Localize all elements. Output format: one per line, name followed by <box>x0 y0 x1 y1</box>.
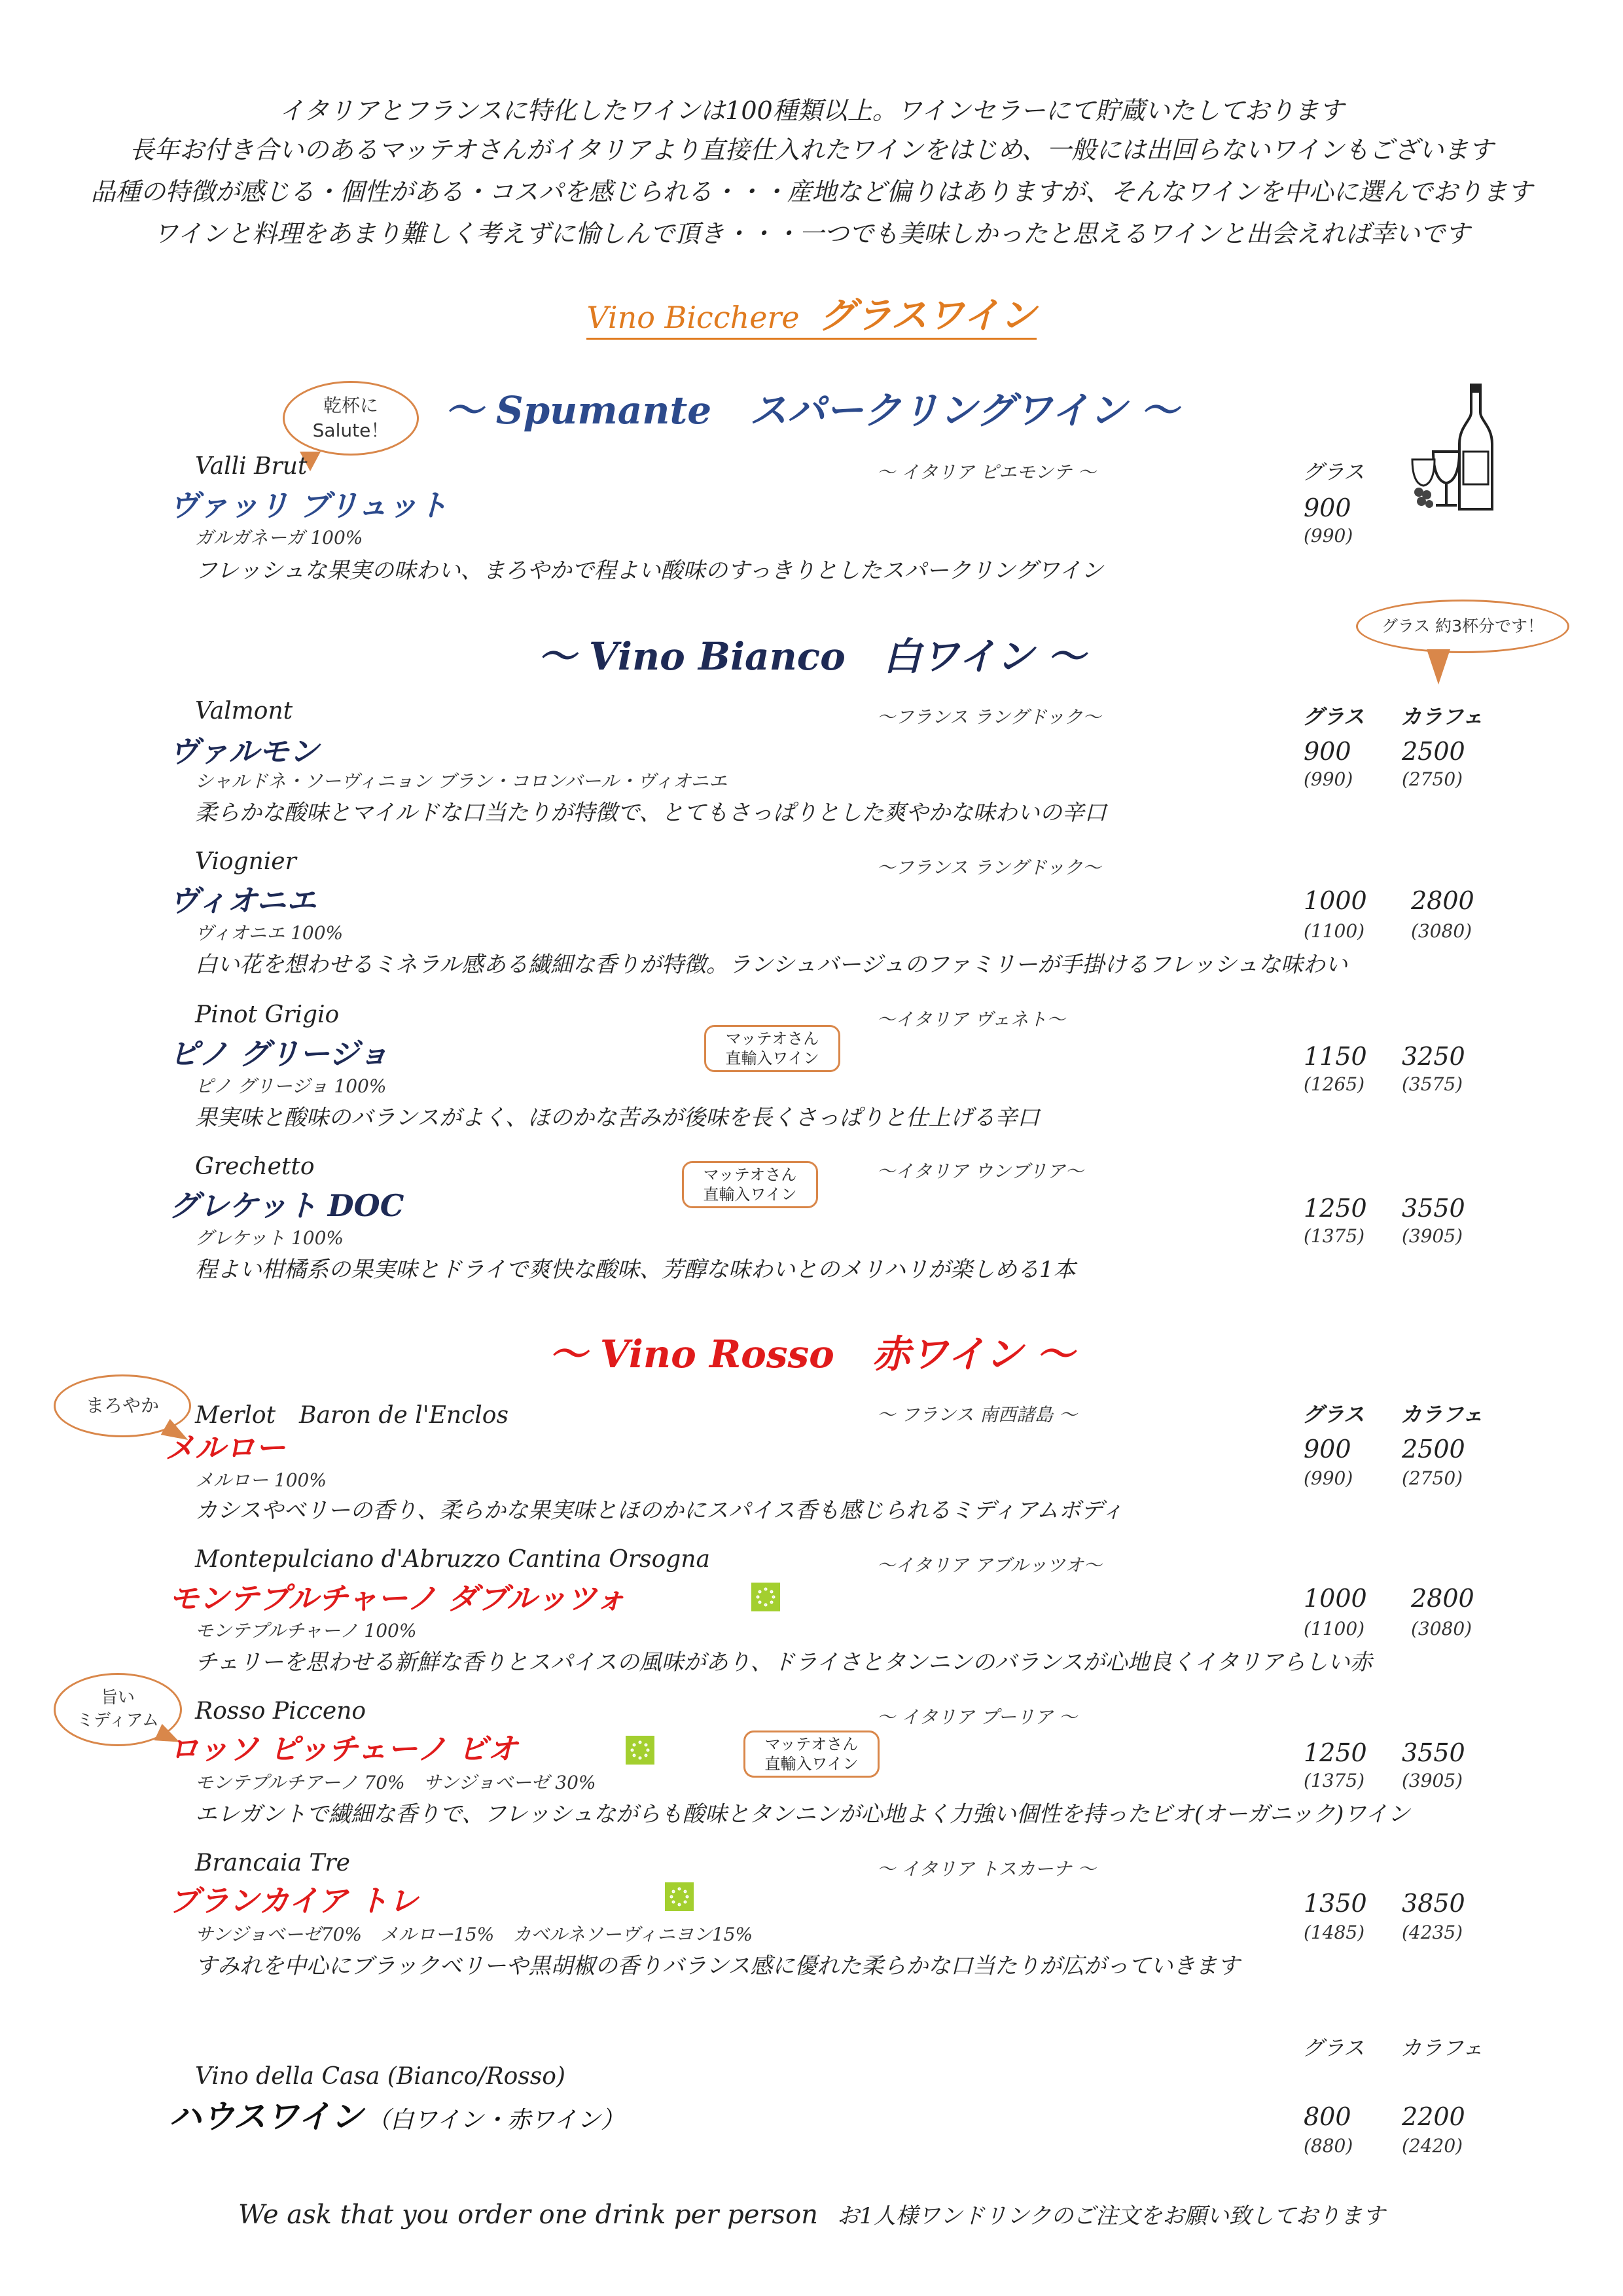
wine-pinot-en: Pinot Grigio <box>195 1001 340 1028</box>
wine-merlot-glass-price: 900 <box>1304 1435 1351 1463</box>
wine-valmont-glass-price: 900 <box>1304 737 1351 766</box>
bubble-kanpai-text: 乾杯に Salute！ <box>312 395 389 441</box>
badge-line-2: 直輸入ワイン <box>703 1185 797 1204</box>
column-glass: グラス <box>1302 704 1365 729</box>
wine-merlot-carafe-price: 2500 <box>1402 1435 1465 1463</box>
wine-rosso-piceno-carafe-tax: (3905) <box>1402 1770 1463 1791</box>
wine-house-en: Vino della Casa (Bianco/Rosso) <box>195 2063 565 2090</box>
bubble-kanpai <box>283 381 419 456</box>
bubble-carafe <box>1356 600 1569 653</box>
bubble-umai-text: 旨い ミディアム <box>76 1687 160 1731</box>
wine-grechetto-desc: 程よい柑橘系の果実味とドライで爽快な酸味、芳醇な味わいとのメリハリが楽しめる1本 <box>195 1257 1076 1283</box>
wine-montepulciano-en: Montepulciano d'Abruzzo Cantina Orsogna <box>195 1546 710 1573</box>
wine-brancaia-region: ～ イタリア トスカーナ ～ <box>877 1858 1096 1880</box>
wine-viognier-grape: ヴィオニエ 100% <box>195 922 344 944</box>
wine-valmont-carafe-tax: (2750) <box>1402 768 1463 790</box>
wine-house-name <box>169 2090 624 2138</box>
column-glass: グラス <box>1302 2036 1365 2060</box>
wine-brancaia-glass-price: 1350 <box>1304 1889 1367 1918</box>
wine-rosso-piceno-glass-tax: (1375) <box>1304 1770 1365 1791</box>
footer-en: We ask that you order one drink per person <box>238 2200 818 2230</box>
wine-viognier-carafe-price: 2800 <box>1411 886 1474 915</box>
wine-valli-desc: フレッシュな果実の味わい、まろやかで程よい酸味のすっきりとしたスパークリングワイン <box>195 558 1103 584</box>
section-title-bianco: ～ Vino Bianco 白ワイン ～ <box>537 634 1086 679</box>
wine-rosso-piceno-desc: エレガントで繊細な香りで、フレッシュながらも酸味とタンニンが心地よく力強い個性を持ったビオ(オーガニック)ワイン <box>195 1801 1410 1827</box>
wine-viognier-jp: ヴィオニエ <box>169 883 317 918</box>
badge-line-1: マッテオさん <box>764 1735 859 1753</box>
eu-organic-leaf-icon <box>626 1736 654 1765</box>
section-title-rosso: ～ Vino Rosso 赤ワイン ～ <box>548 1332 1075 1376</box>
wine-valli-region: ～ イタリア ピエモンテ ～ <box>877 461 1096 483</box>
wine-valmont-glass-tax: (990) <box>1304 768 1353 790</box>
wine-pinot-jp: ピノ グリージョ <box>169 1036 389 1071</box>
wine-valmont-region: ～フランス ラングドック～ <box>877 706 1101 728</box>
column-carafe: カラフェ <box>1400 1402 1484 1427</box>
wine-montepulciano-region: ～イタリア アブルッツオ～ <box>877 1554 1102 1576</box>
wine-brancaia-desc: すみれを中心にブラックベリーや黒胡椒の香りバランス感に優れた柔らかな口当たりが広がっていきます <box>195 1953 1240 1979</box>
badge-matteo-import <box>704 1025 840 1072</box>
wine-grechetto-carafe-price: 3550 <box>1402 1194 1465 1223</box>
badge-matteo-import <box>743 1731 880 1778</box>
eu-organic-leaf-icon <box>665 1882 694 1911</box>
wine-montepulciano-desc: チェリーを思わせる新鮮な香りとスパイスの風味があり、ドライさとタンニンのバランスが心地良くイタリアらしい赤 <box>195 1649 1372 1676</box>
badge-line-2: 直輸入ワイン <box>764 1755 859 1773</box>
wine-brancaia-carafe-tax: (4235) <box>1402 1922 1463 1943</box>
wine-house-glass-tax: (880) <box>1304 2135 1353 2157</box>
wine-pinot-carafe-tax: (3575) <box>1402 1073 1463 1095</box>
wine-grechetto-glass-price: 1250 <box>1304 1194 1367 1223</box>
wine-grechetto-jp: グレケット DOC <box>169 1188 404 1223</box>
wine-merlot-jp: メルロー <box>165 1430 285 1465</box>
wine-pinot-glass-price: 1150 <box>1304 1042 1367 1071</box>
wine-merlot-carafe-tax: (2750) <box>1402 1467 1463 1489</box>
wine-valmont-en: Valmont <box>195 698 293 725</box>
wine-rosso-piceno-grape: モンテプルチアーノ 70% サンジョベーゼ 30% <box>195 1772 596 1793</box>
wine-rosso-piceno-carafe-price: 3550 <box>1402 1738 1465 1767</box>
wine-viognier-glass-tax: (1100) <box>1304 920 1365 942</box>
wine-rosso-piceno-region: ～ イタリア プーリア ～ <box>877 1706 1077 1728</box>
wine-valmont-grape: シャルドネ・ソーヴィニョン ブラン・コロンバール・ヴィオニエ <box>195 770 728 792</box>
wine-brancaia-grape: サンジョベーゼ70% メルロー15% カベルネソーヴィニヨン15% <box>195 1924 753 1945</box>
column-glass: グラス <box>1302 1402 1365 1427</box>
wine-grechetto-en: Grechetto <box>195 1153 315 1180</box>
wine-grechetto-grape: グレケット 100% <box>195 1227 344 1249</box>
footer-jp: お1人様ワンドリンクのご注文をお願い致しております <box>837 2203 1385 2229</box>
badge-line-1: マッテオさん <box>725 1030 819 1048</box>
wine-valli-jp: ヴァッリ ブリュット <box>169 488 448 523</box>
wine-rosso-piceno-jp: ロッソ ピッチェーノ ビオ <box>169 1731 518 1767</box>
wine-merlot-region: ～ フランス 南西諸島 ～ <box>877 1404 1077 1426</box>
wine-brancaia-glass-tax: (1485) <box>1304 1922 1365 1943</box>
wine-valmont-desc: 柔らかな酸味とマイルドな口当たりが特徴で、とてもさっぱりとした爽やかな味わいの辛口 <box>195 800 1107 826</box>
intro-line-3: 品種の特徴が感じる・個性がある・コスパを感じられる・・・産地など偏りはありますが、そんなワインを中心に選んでおります <box>90 177 1533 206</box>
section-title-spumante: ～ Spumante スパークリングワイン ～ <box>444 388 1179 433</box>
wine-merlot-grape: メルロー 100% <box>195 1469 327 1491</box>
wine-bottle-glasses-icon <box>1407 380 1512 517</box>
intro-line-1: イタリアとフランスに特化したワインは100種類以上。ワインセラーにて貯蔵いたしております <box>279 96 1344 125</box>
title-jp: グラスワイン <box>818 294 1037 337</box>
wine-valmont-carafe-price: 2500 <box>1402 737 1465 766</box>
wine-brancaia-jp: ブランカイア トレ <box>169 1883 419 1918</box>
wine-viognier-carafe-tax: (3080) <box>1411 920 1472 942</box>
wine-montepulciano-carafe-tax: (3080) <box>1411 1618 1472 1640</box>
column-carafe: カラフェ <box>1400 704 1484 729</box>
wine-merlot-en: Merlot Baron de l'Enclos <box>195 1402 508 1429</box>
title-en: Vino Bicchere <box>586 300 800 335</box>
wine-valli-grape: ガルガネーガ 100% <box>195 527 363 548</box>
wine-montepulciano-carafe-price: 2800 <box>1411 1584 1474 1613</box>
wine-viognier-en: Viognier <box>195 848 296 875</box>
wine-pinot-grape: ピノ グリージョ 100% <box>195 1075 387 1097</box>
wine-viognier-desc: 白い花を想わせるミネラル感ある繊細な香りが特徴。ランシュバージュのファミリーが手掛けるフレッシュな味わい <box>195 952 1348 978</box>
wine-brancaia-en: Brancaia Tre <box>195 1850 350 1876</box>
wine-valmont-jp: ヴァルモン <box>169 734 319 769</box>
intro-line-2: 長年お付き合いのあるマッテオさんがイタリアより直接仕入れたワインをはじめ、一般には出回らないワインもございます <box>130 135 1493 164</box>
wine-montepulciano-glass-tax: (1100) <box>1304 1618 1365 1640</box>
eu-organic-leaf-icon <box>751 1583 780 1611</box>
wine-brancaia-carafe-price: 3850 <box>1402 1889 1465 1918</box>
wine-house-jp-sub: （白ワイン・赤ワイン） <box>366 2107 624 2134</box>
wine-house-jp: ハウスワイン <box>169 2097 363 2136</box>
wine-valli-glass-tax: (990) <box>1304 525 1353 547</box>
wine-montepulciano-glass-price: 1000 <box>1304 1584 1367 1613</box>
wine-montepulciano-jp: モンテプルチャーノ ダブルッツォ <box>169 1581 626 1616</box>
footer-note <box>0 2198 1623 2230</box>
column-carafe: カラフェ <box>1400 2036 1484 2060</box>
badge-line-1: マッテオさん <box>703 1166 797 1184</box>
wine-grechetto-carafe-tax: (3905) <box>1402 1225 1463 1247</box>
page-title <box>0 287 1623 339</box>
wine-pinot-glass-tax: (1265) <box>1304 1073 1365 1095</box>
badge-matteo-import <box>682 1161 818 1208</box>
wine-valli-en: Valli Brut <box>195 453 308 480</box>
wine-viognier-region: ～フランス ラングドック～ <box>877 857 1101 878</box>
wine-house-carafe-price: 2200 <box>1402 2102 1465 2131</box>
column-glass: グラス <box>1302 459 1365 484</box>
wine-valli-glass-price: 900 <box>1304 493 1351 522</box>
bubble-carafe-text: グラス 約3杯分です！ <box>1381 617 1544 636</box>
badge-line-2: 直輸入ワイン <box>725 1049 819 1067</box>
wine-rosso-piceno-en: Rosso Picceno <box>195 1698 366 1725</box>
wine-grechetto-region: ～イタリア ウンブリア～ <box>877 1160 1084 1182</box>
wine-pinot-desc: 果実味と酸味のバランスがよく、ほのかな苦みが後味を長くさっぱりと仕上げる辛口 <box>195 1105 1040 1131</box>
wine-merlot-glass-tax: (990) <box>1304 1467 1353 1489</box>
wine-pinot-carafe-price: 3250 <box>1402 1042 1465 1071</box>
bubble-carafe-tail <box>1427 649 1450 685</box>
wine-montepulciano-grape: モンテプルチャーノ 100% <box>195 1620 417 1641</box>
wine-house-carafe-tax: (2420) <box>1402 2135 1463 2157</box>
wine-merlot-desc: カシスやベリーの香り、柔らかな果実味とほのかにスパイス香も感じられるミディアムボディ <box>195 1498 1124 1524</box>
bubble-maroyaka-text: まろやか <box>85 1395 159 1417</box>
wine-house-glass-price: 800 <box>1304 2102 1351 2131</box>
wine-rosso-piceno-glass-price: 1250 <box>1304 1738 1367 1767</box>
wine-grechetto-glass-tax: (1375) <box>1304 1225 1365 1247</box>
intro-line-4: ワインと料理をあまり難しく考えずに愉しんで頂き・・・一つでも美味しかったと思えるワインと出会えれば幸いです <box>153 219 1470 248</box>
wine-pinot-region: ～イタリア ヴェネト～ <box>877 1009 1065 1030</box>
wine-viognier-glass-price: 1000 <box>1304 886 1367 915</box>
